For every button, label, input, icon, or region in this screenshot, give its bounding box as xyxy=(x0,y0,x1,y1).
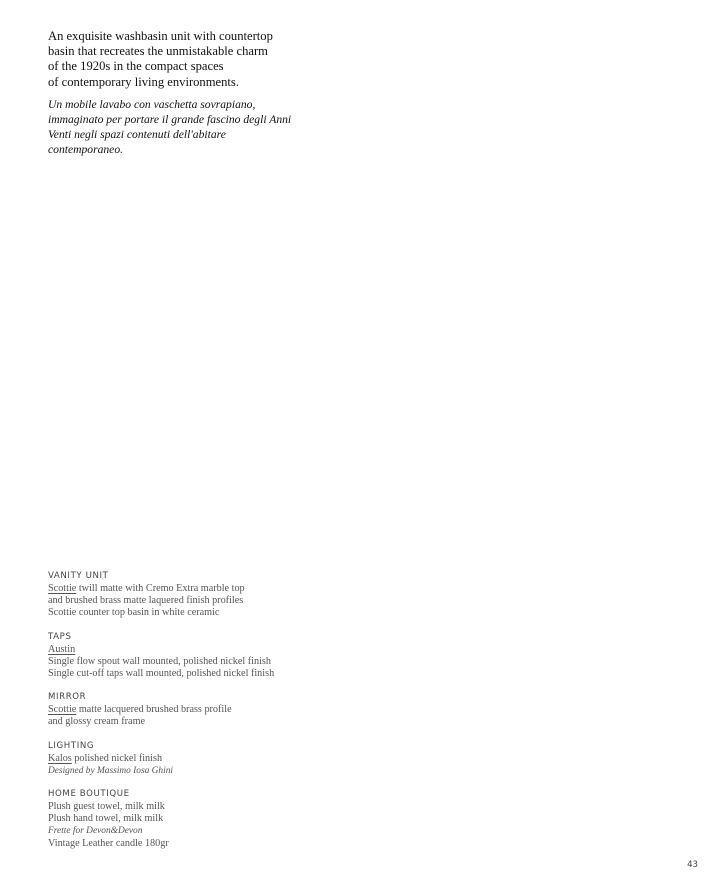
intro-italian-line: Un mobile lavabo con vaschetta sovrapiano, xyxy=(48,97,256,111)
spec-line: Scottie counter top basin in white ceramic xyxy=(48,607,220,619)
spec-heading: LIGHTING xyxy=(48,740,95,751)
spec-section-mirror xyxy=(48,692,348,728)
product-link-scottie-mirror[interactable]: Scottie xyxy=(48,704,77,716)
spec-heading: HOME BOUTIQUE xyxy=(48,789,130,800)
spec-text: twill matte with Cremo Extra marble top xyxy=(76,583,245,594)
spec-text: polished nickel finish xyxy=(71,752,163,764)
spec-text: matte lacquered brushed brass profile xyxy=(76,704,232,716)
spec-heading: TAPS xyxy=(48,631,72,642)
intro-english-line: of contemporary living environments. xyxy=(48,74,239,89)
spec-section-lighting xyxy=(48,741,348,777)
designer-credit: Designed by Massimo Iosa Ghini xyxy=(48,765,173,776)
spec-line: and glossy cream frame xyxy=(48,716,146,728)
spec-line: Single flow spout wall mounted, polished nickel finish xyxy=(48,655,271,667)
intro-italian-line: immaginato per portare il grande fascino degli Anni xyxy=(48,113,292,127)
spec-line: Single cut-off taps wall mounted, polished nickel finish xyxy=(48,668,275,680)
page-number: 43 xyxy=(687,860,698,870)
intro-english xyxy=(48,29,298,90)
spec-heading: VANITY UNIT xyxy=(48,571,109,581)
product-link-scottie[interactable]: Scottie xyxy=(48,583,77,594)
product-specs xyxy=(48,571,348,862)
spec-line xyxy=(48,644,348,656)
spec-line: Vintage Leather candle 180gr xyxy=(48,837,169,849)
brand-credit: Frette for Devon&Devon xyxy=(48,826,143,837)
product-link-austin[interactable]: Austin xyxy=(48,643,76,655)
spec-section-home-boutique xyxy=(48,789,348,850)
spec-section-vanity-unit xyxy=(48,571,348,620)
spec-line: Plush guest towel, milk milk xyxy=(48,801,165,813)
intro-english-line: of the 1920s in the compact spaces xyxy=(48,59,224,74)
intro-italian xyxy=(48,97,298,158)
intro-english-line: basin that recreates the unmistakable charm xyxy=(48,44,268,59)
spec-section-taps xyxy=(48,632,348,681)
spec-line xyxy=(48,583,348,595)
product-link-kalos[interactable]: Kalos xyxy=(48,752,72,764)
spec-heading: MIRROR xyxy=(48,692,87,703)
spec-line: and brushed brass matte laquered finish profiles xyxy=(48,595,244,607)
intro-english-line: An exquisite washbasin unit with countertop xyxy=(48,29,273,43)
spec-line: Plush hand towel, milk milk xyxy=(48,813,164,825)
intro-italian-line: Venti negli spazi contenuti dell'abitare contemporaneo. xyxy=(48,128,226,157)
spec-line xyxy=(48,704,348,716)
spec-line xyxy=(48,753,348,765)
intro-text-block xyxy=(48,29,298,158)
